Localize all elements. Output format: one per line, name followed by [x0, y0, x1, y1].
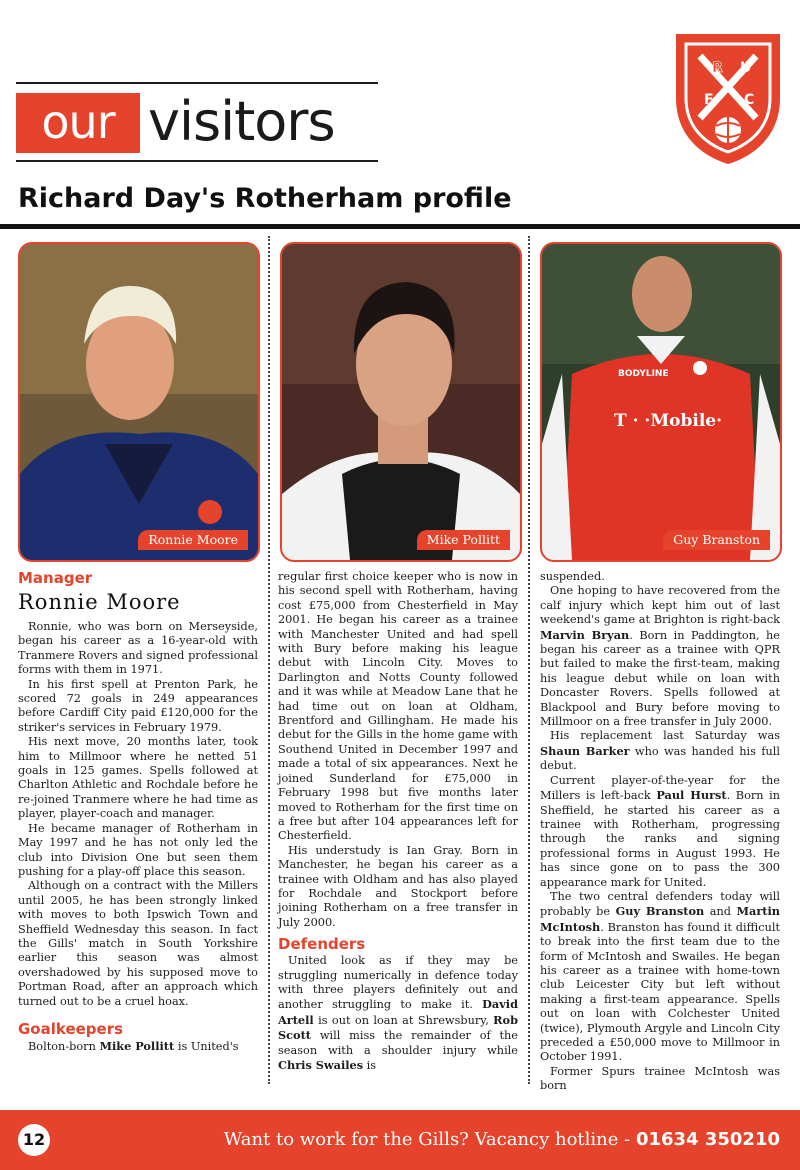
- player-name-mike-pollitt: Mike Pollitt: [99, 1038, 175, 1053]
- page-title: Richard Day's Rotherham profile: [18, 183, 512, 214]
- vacancy-text: Want to work for the Gills? Vacancy hotline -: [223, 1129, 636, 1150]
- text-run: who was handed his full debut.: [540, 744, 780, 773]
- text-run: is United's: [174, 1039, 239, 1053]
- understudy-paragraph: His understudy is Ian Gray. Born in Manchester, he began his career as a trainee with Oldham and has also played for Rochdale and Stockport before joining Rotherham on a free transfer in July 2000.: [278, 843, 518, 929]
- crest-letter-c: C: [744, 92, 755, 108]
- club-crest-icon: [668, 28, 788, 168]
- text-run: The two central defenders today will probably be: [540, 889, 780, 919]
- shirt-sponsor-text: BODYLINE: [618, 369, 669, 379]
- player-name-paul-hurst: Paul Hurst: [656, 788, 727, 803]
- page-number: 12: [18, 1124, 50, 1156]
- vacancy-hotline: [224, 1128, 780, 1152]
- goalkeepers-paragraph: [18, 1039, 258, 1054]
- text-run: His replacement last Saturday was: [550, 729, 780, 743]
- photo-caption-mike-pollitt: Mike Pollitt: [417, 530, 510, 550]
- shaun-barker-paragraph: [540, 729, 780, 773]
- article-column-3: [540, 570, 780, 1094]
- crest-letter-u: U: [740, 60, 752, 76]
- photo-guy-branston: [540, 242, 782, 562]
- goalkeepers-paragraph-cont: regular first choice keeper who is now in his second spell with Rotherham, having cost £75,000 from Chesterfield in May 2001. He began his career as a trainee with Manchester United and had spell with Bury before making his league debut with Lincoln City. Moves to Darlington and Notts County followed and it was while at Meadow Lane that he had time out on loan at Oldham, Brentford and Gillingham. He made his debut for the Gills in the home game with Southend United in December 1997 and made a total of six appearances. Next he joined Sunderland for £75,000 in February 1998 but five months later moved to Rotherham for the first time on a free but after 104 appearances left for Chesterfield.: [278, 570, 518, 843]
- hotline-phone-number: 01634 350210: [635, 1129, 780, 1150]
- text-run: Bolton-born: [28, 1039, 100, 1053]
- article-column-2: [278, 570, 518, 1073]
- paul-hurst-paragraph: [540, 774, 780, 890]
- photo-mike-pollitt: [280, 242, 522, 562]
- shirt-logo-text: T · ·Mobile·: [614, 411, 723, 431]
- manager-paragraph-3: His next move, 20 months later, took him to Millmoor where he netted 51 goals in 125 games. Spells followed at Charlton Athletic and Rochdale before he re-joined Tranmere where he had time as player, player-coach and manager.: [18, 735, 258, 821]
- title-rule: [0, 224, 800, 229]
- defenders-paragraph: [278, 954, 518, 1073]
- player-name-david-artell: David Artell: [278, 997, 518, 1027]
- crest-letter-f: F: [704, 92, 714, 108]
- manager-paragraph-5: Although on a contract with the Millers until 2005, he has been strongly linked with moves to both Ipswich Town and Sheffield Wednesday this season. In fact the Gills' match in South Yorkshire earlier this season was almost overshadowed by his supposed move to Portman Road, after an approach which turned out to be a cruel hoax.: [18, 879, 258, 1008]
- header-rule-top: [16, 82, 378, 84]
- marvin-bryan-paragraph: [540, 584, 780, 729]
- article-column-1: [18, 568, 258, 1054]
- page-footer: [0, 1110, 800, 1170]
- manager-paragraph-1: Ronnie, who was born on Merseyside, began his career as a 16-year-old with Tranmere Rovers and signed professional forms with them in 1971.: [18, 620, 258, 677]
- central-defenders-paragraph: [540, 890, 780, 1065]
- text-run: . Born in Sheffield, he started his career as a trainee with Rotherham, progressing through the ranks and signing professional forms in August 1993. He has since gone on to pass the 300 appearance mark for United.: [540, 789, 780, 889]
- manager-paragraph-4: He became manager of Rotherham in May 1997 and he has not only led the club into Division One but seen them pushing for a play-off place this season.: [18, 821, 258, 878]
- guy-branston-image: [542, 244, 780, 560]
- player-name-rob-scott: Rob Scott: [278, 1012, 518, 1043]
- text-run: . Born in Paddington, he began his career as a trainee with QPR but failed to make the first-team, making his league debut while on loan with Doncaster Rovers. Spells followed at Blackpool and Bury before moving to Millmoor on a free transfer in July 2000.: [540, 628, 780, 729]
- player-name-marvin-bryan: Marvin Bryan: [540, 627, 630, 642]
- photo-caption-guy-branston: Guy Branston: [663, 530, 770, 550]
- player-name-guy-branston: Guy Branston: [615, 904, 705, 919]
- text-run: United look as if they may be struggling numerically in defence today with three players definitely out and another struggling to make it.: [278, 954, 518, 1012]
- manager-paragraph-2: In his first spell at Prenton Park, he scored 72 goals in 249 appearances before Cardiff City paid £120,000 for the striker's services in February 1979.: [18, 677, 258, 734]
- text-run: and: [704, 905, 737, 919]
- goalkeepers-heading: Goalkeepers: [18, 1019, 124, 1038]
- text-run: is out on loan at Shrewsbury,: [313, 1013, 494, 1027]
- ronnie-moore-image: [20, 244, 258, 560]
- section-logo-our: our: [16, 93, 140, 153]
- player-name-martin-mcintosh: Martin McIntosh: [540, 904, 780, 934]
- defenders-paragraph-cont: suspended.: [540, 570, 605, 583]
- column-divider-1: [268, 236, 270, 1084]
- photo-ronnie-moore: [18, 242, 260, 562]
- manager-name: Ronnie Moore: [18, 590, 181, 614]
- photo-caption-ronnie-moore: Ronnie Moore: [138, 530, 248, 550]
- mike-pollitt-image: [282, 244, 520, 560]
- mcintosh-paragraph: Former Spurs trainee McIntosh was born: [540, 1064, 780, 1093]
- player-name-shaun-barker: Shaun Barker: [540, 743, 630, 758]
- defenders-heading: Defenders: [278, 935, 366, 954]
- text-run: One hoping to have recovered from the calf injury which kept him out of last weekend's game at Brighton is right-back: [540, 584, 780, 627]
- player-name-chris-swailes: Chris Swailes: [278, 1058, 364, 1072]
- section-logo-visitors: visitors: [148, 90, 335, 153]
- text-run: . Branston has found it difficult to break into the first team due to the form of McIntosh and Swailes. He began his career as a trainee with home-town club Leicester City but left without making a first-team appearance. Spells out on loan with Colchester United (twice), Plymouth Argyle and Lincoln City preceded a £50,000 move to Millmoor in October 1991.: [540, 920, 780, 1064]
- text-run: is: [363, 1059, 377, 1072]
- header-rule-bottom: [16, 160, 378, 162]
- column-divider-2: [528, 236, 530, 1084]
- text-run: will miss the remainder of the season with a shoulder injury while: [278, 1029, 518, 1057]
- text-run: Current player-of-the-year for the Millers is left-back: [540, 773, 780, 803]
- manager-heading: Manager: [18, 569, 93, 587]
- crest-letter-r: R: [712, 60, 723, 76]
